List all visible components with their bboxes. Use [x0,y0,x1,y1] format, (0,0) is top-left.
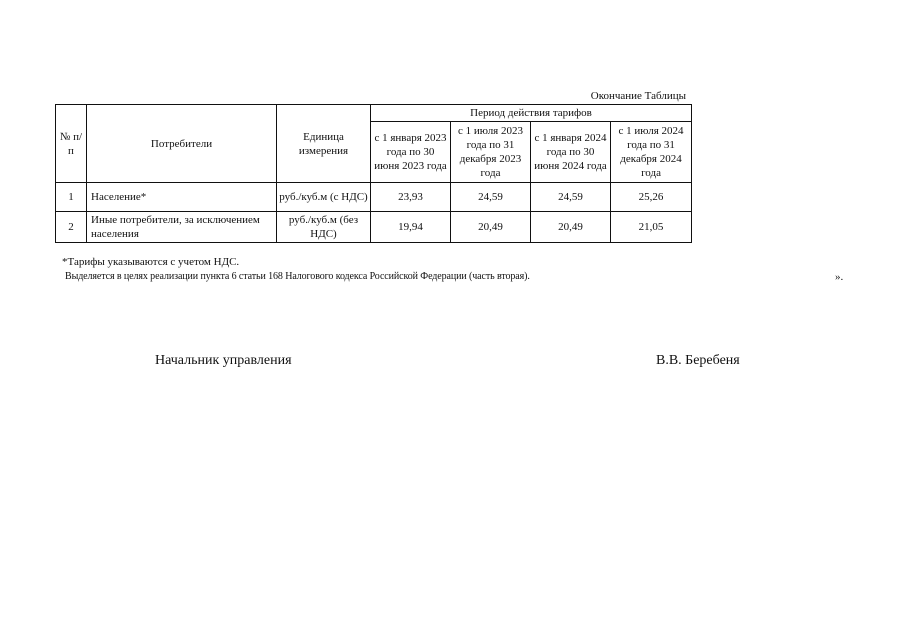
row-consumer: Население* [87,183,277,212]
row-number: 1 [56,183,87,212]
row-unit: руб./куб.м (с НДС) [277,183,371,212]
header-period-4: с 1 июля 2024 года по 31 декабря 2024 года [611,122,692,183]
header-period: Период действия тарифов [371,105,692,122]
row-value: 20,49 [451,212,531,243]
row-value: 23,93 [371,183,451,212]
header-unit: Единица измерения [277,105,371,183]
closing-quote: ». [835,271,844,283]
row-value: 24,59 [451,183,531,212]
row-value: 24,59 [531,183,611,212]
table-row [56,183,692,212]
row-value: 25,26 [611,183,692,212]
header-period-2: с 1 июля 2023 года по 31 декабря 2023 года [451,122,531,183]
signer-name: В.В. Беребеня [656,353,740,368]
table-row [56,212,692,243]
tariff-table [55,104,692,243]
row-value: 20,49 [531,212,611,243]
row-consumer: Иные потребители, за исключением населения [87,212,277,243]
row-unit: руб./куб.м (без НДС) [277,212,371,243]
header-number: № п/п [56,105,87,183]
signer-position: Начальник управления [155,353,292,368]
footnote: *Тарифы указываются с учетом НДС. [62,256,240,268]
row-value: 21,05 [611,212,692,243]
table-continuation-label: Окончание Таблицы [590,90,686,102]
row-value: 19,94 [371,212,451,243]
header-period-1: с 1 января 2023 года по 30 июня 2023 года [371,122,451,183]
table-header-row [56,105,692,122]
row-number: 2 [56,212,87,243]
header-period-3: с 1 января 2024 года по 30 июня 2024 года [531,122,611,183]
vat-note: Выделяется в целях реализации пункта 6 статьи 168 Налогового кодекса Российской Федерации (часть вторая). [65,271,530,282]
header-consumers: Потребители [87,105,277,183]
